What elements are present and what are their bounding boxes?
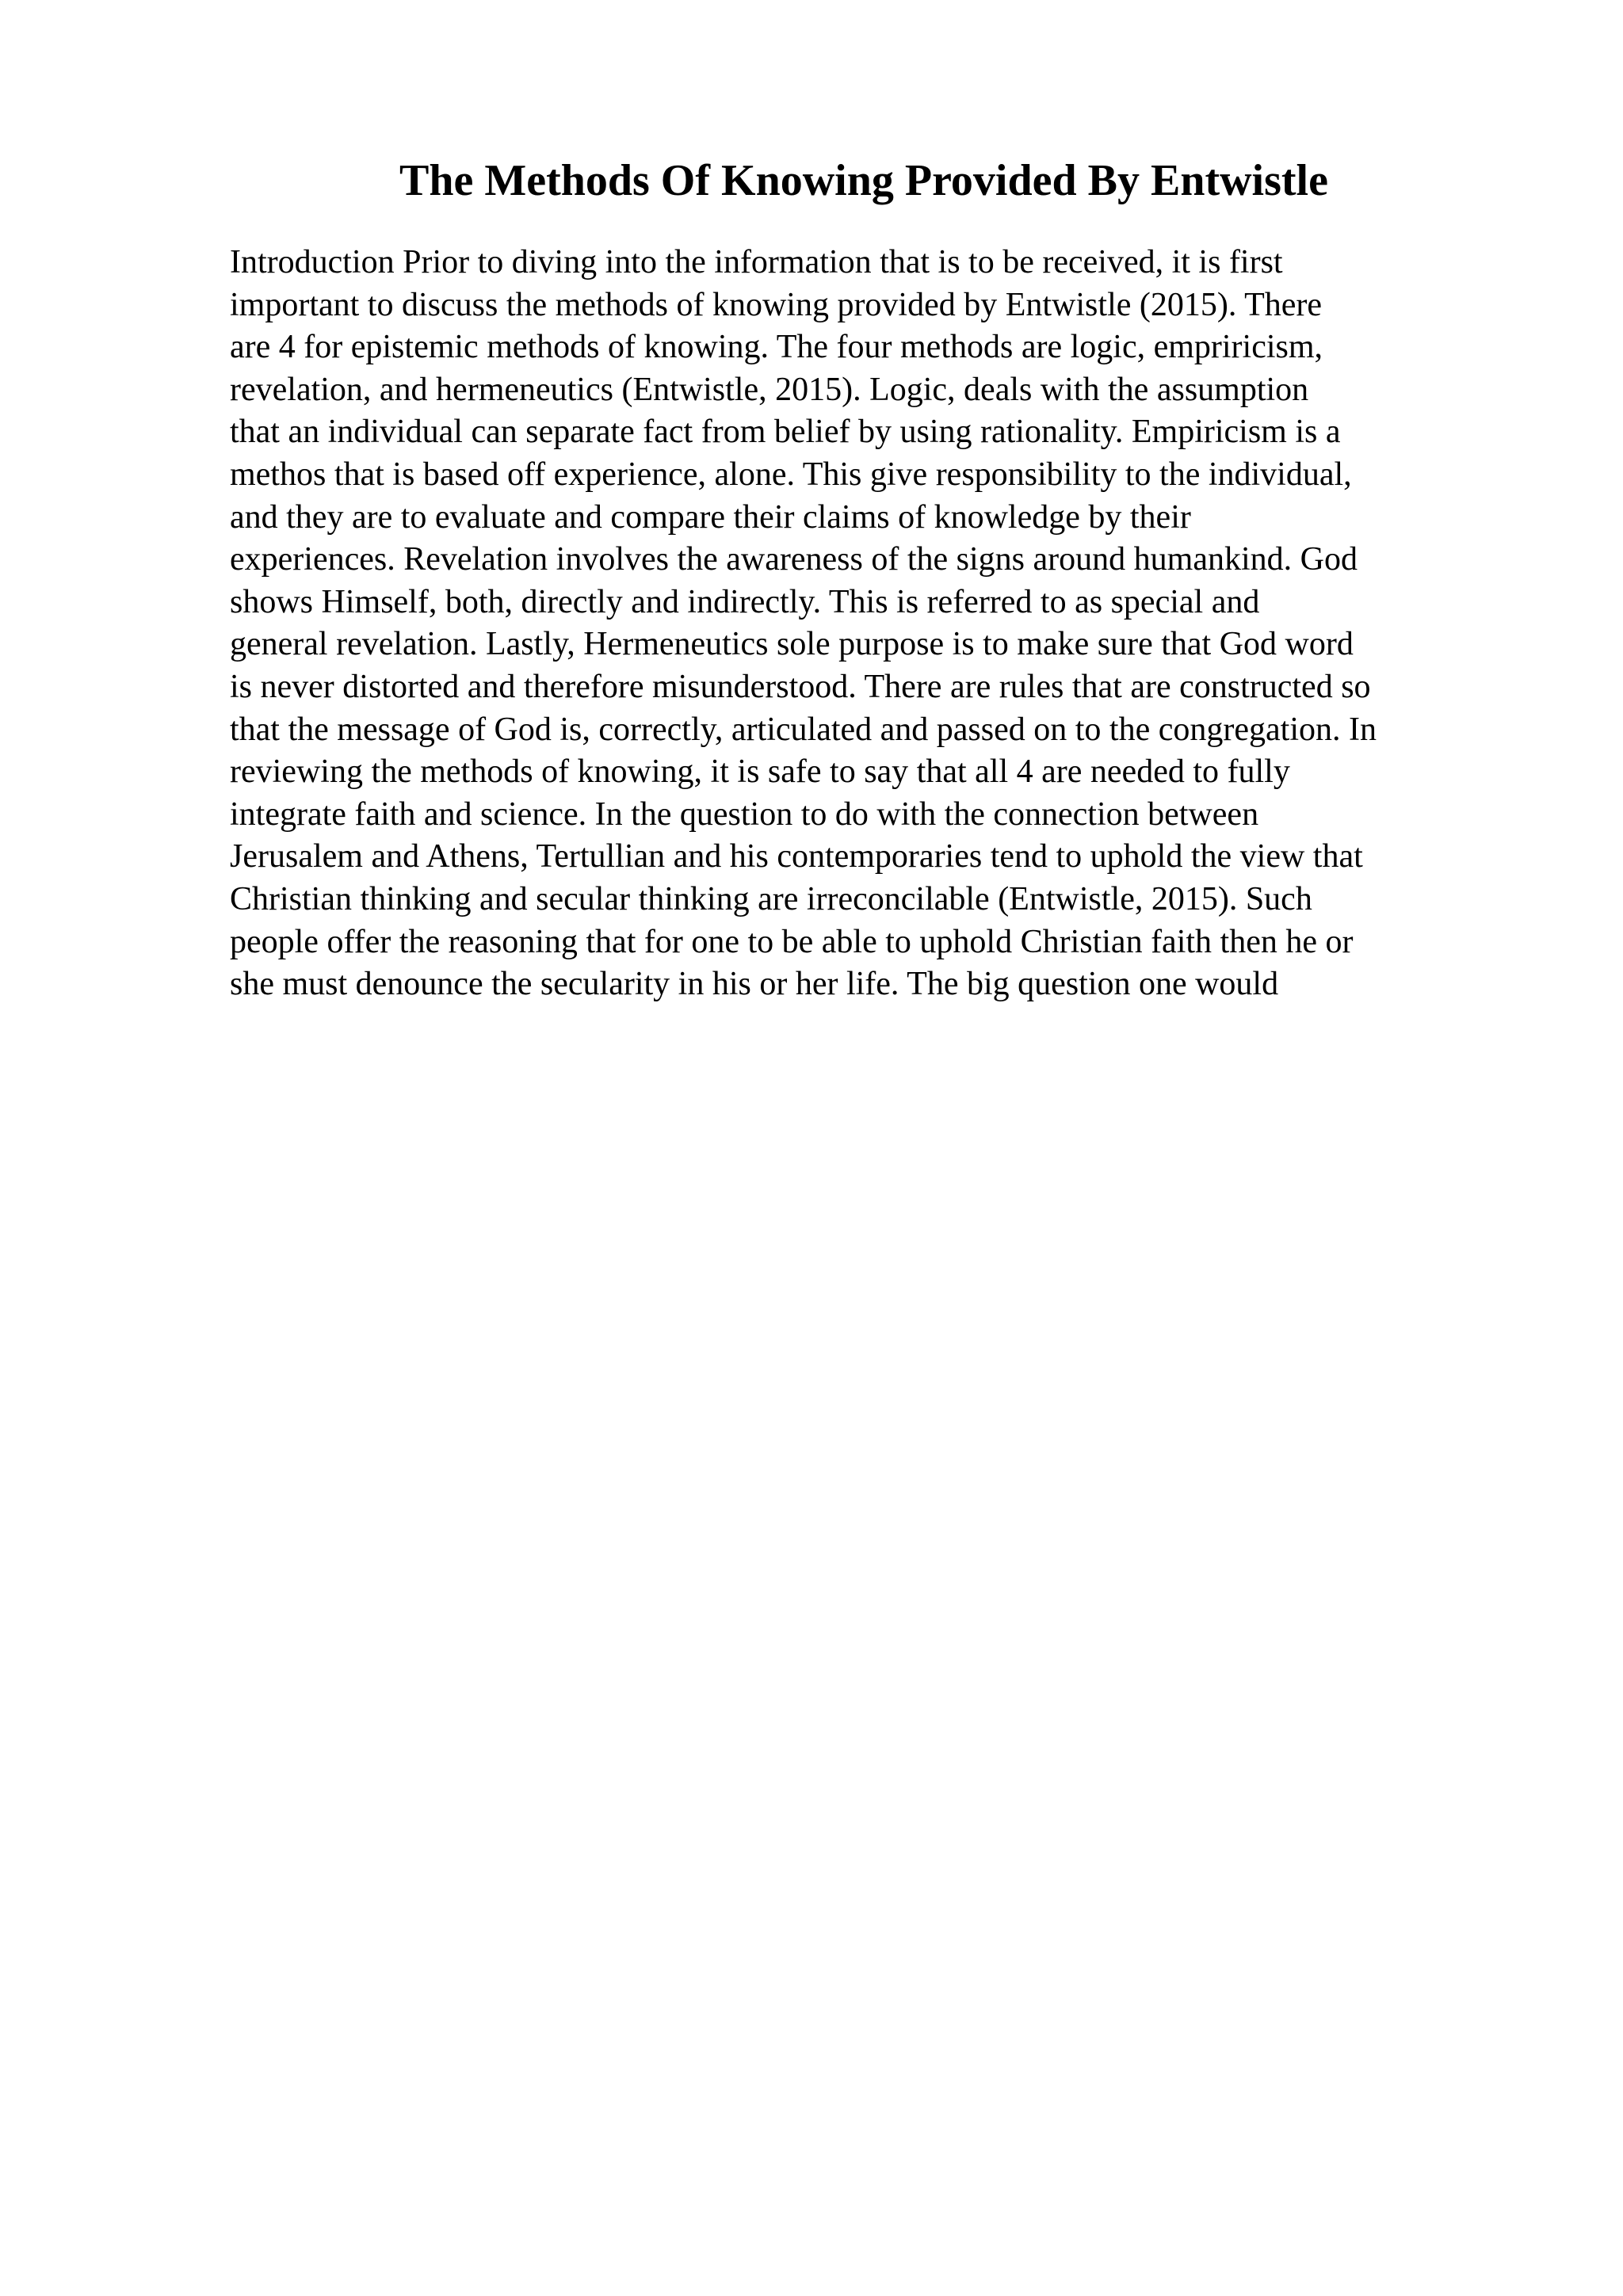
body-line: she must denounce the secularity in his or her life. The big question one would	[230, 966, 1279, 1003]
body-line: that an individual can separate fact from belief by using rationality. Empiricism is a	[230, 414, 1341, 451]
body-line: shows Himself, both, directly and indirectly. This is referred to as special and	[230, 583, 1260, 620]
body-line: important to discuss the methods of knowing provided by Entwistle (2015). There	[230, 286, 1323, 323]
body-line: are 4 for epistemic methods of knowing. The four methods are logic, empriricism,	[230, 329, 1323, 366]
body-line: integrate faith and science. In the question to do with the connection between	[230, 795, 1259, 833]
body-line: people offer the reasoning that for one to be able to uphold Christian faith then he or	[230, 923, 1354, 960]
body-line: and they are to evaluate and compare their claims of knowledge by their	[230, 498, 1191, 536]
body-line: general revelation. Lastly, Hermeneutics sole purpose is to make sure that God word	[230, 626, 1354, 663]
body-line: reviewing the methods of knowing, it is safe to say that all 4 are needed to fully	[230, 753, 1290, 791]
document-title: The Methods Of Knowing Provided By Entwistle	[399, 156, 1328, 205]
body-line: experiences. Revelation involves the awareness of the signs around humankind. God	[230, 541, 1358, 578]
body-line: methos that is based off experience, alone. This give responsibility to the individual,	[230, 456, 1352, 493]
body-line: is never distorted and therefore misunderstood. There are rules that are constructed so	[230, 668, 1371, 705]
body-line: that the message of God is, correctly, articulated and passed on to the congregation. In	[230, 711, 1377, 748]
document-body	[230, 242, 1514, 1006]
body-line: Introduction Prior to diving into the information that is to be received, it is first	[230, 244, 1283, 280]
body-line: Christian thinking and secular thinking are irreconcilable (Entwistle, 2015). Such	[230, 880, 1312, 917]
body-line: revelation, and hermeneutics (Entwistle, 2015). Logic, deals with the assumption	[230, 371, 1309, 408]
body-line: Jerusalem and Athens, Tertullian and his contemporaries tend to uphold the view that	[230, 838, 1363, 875]
